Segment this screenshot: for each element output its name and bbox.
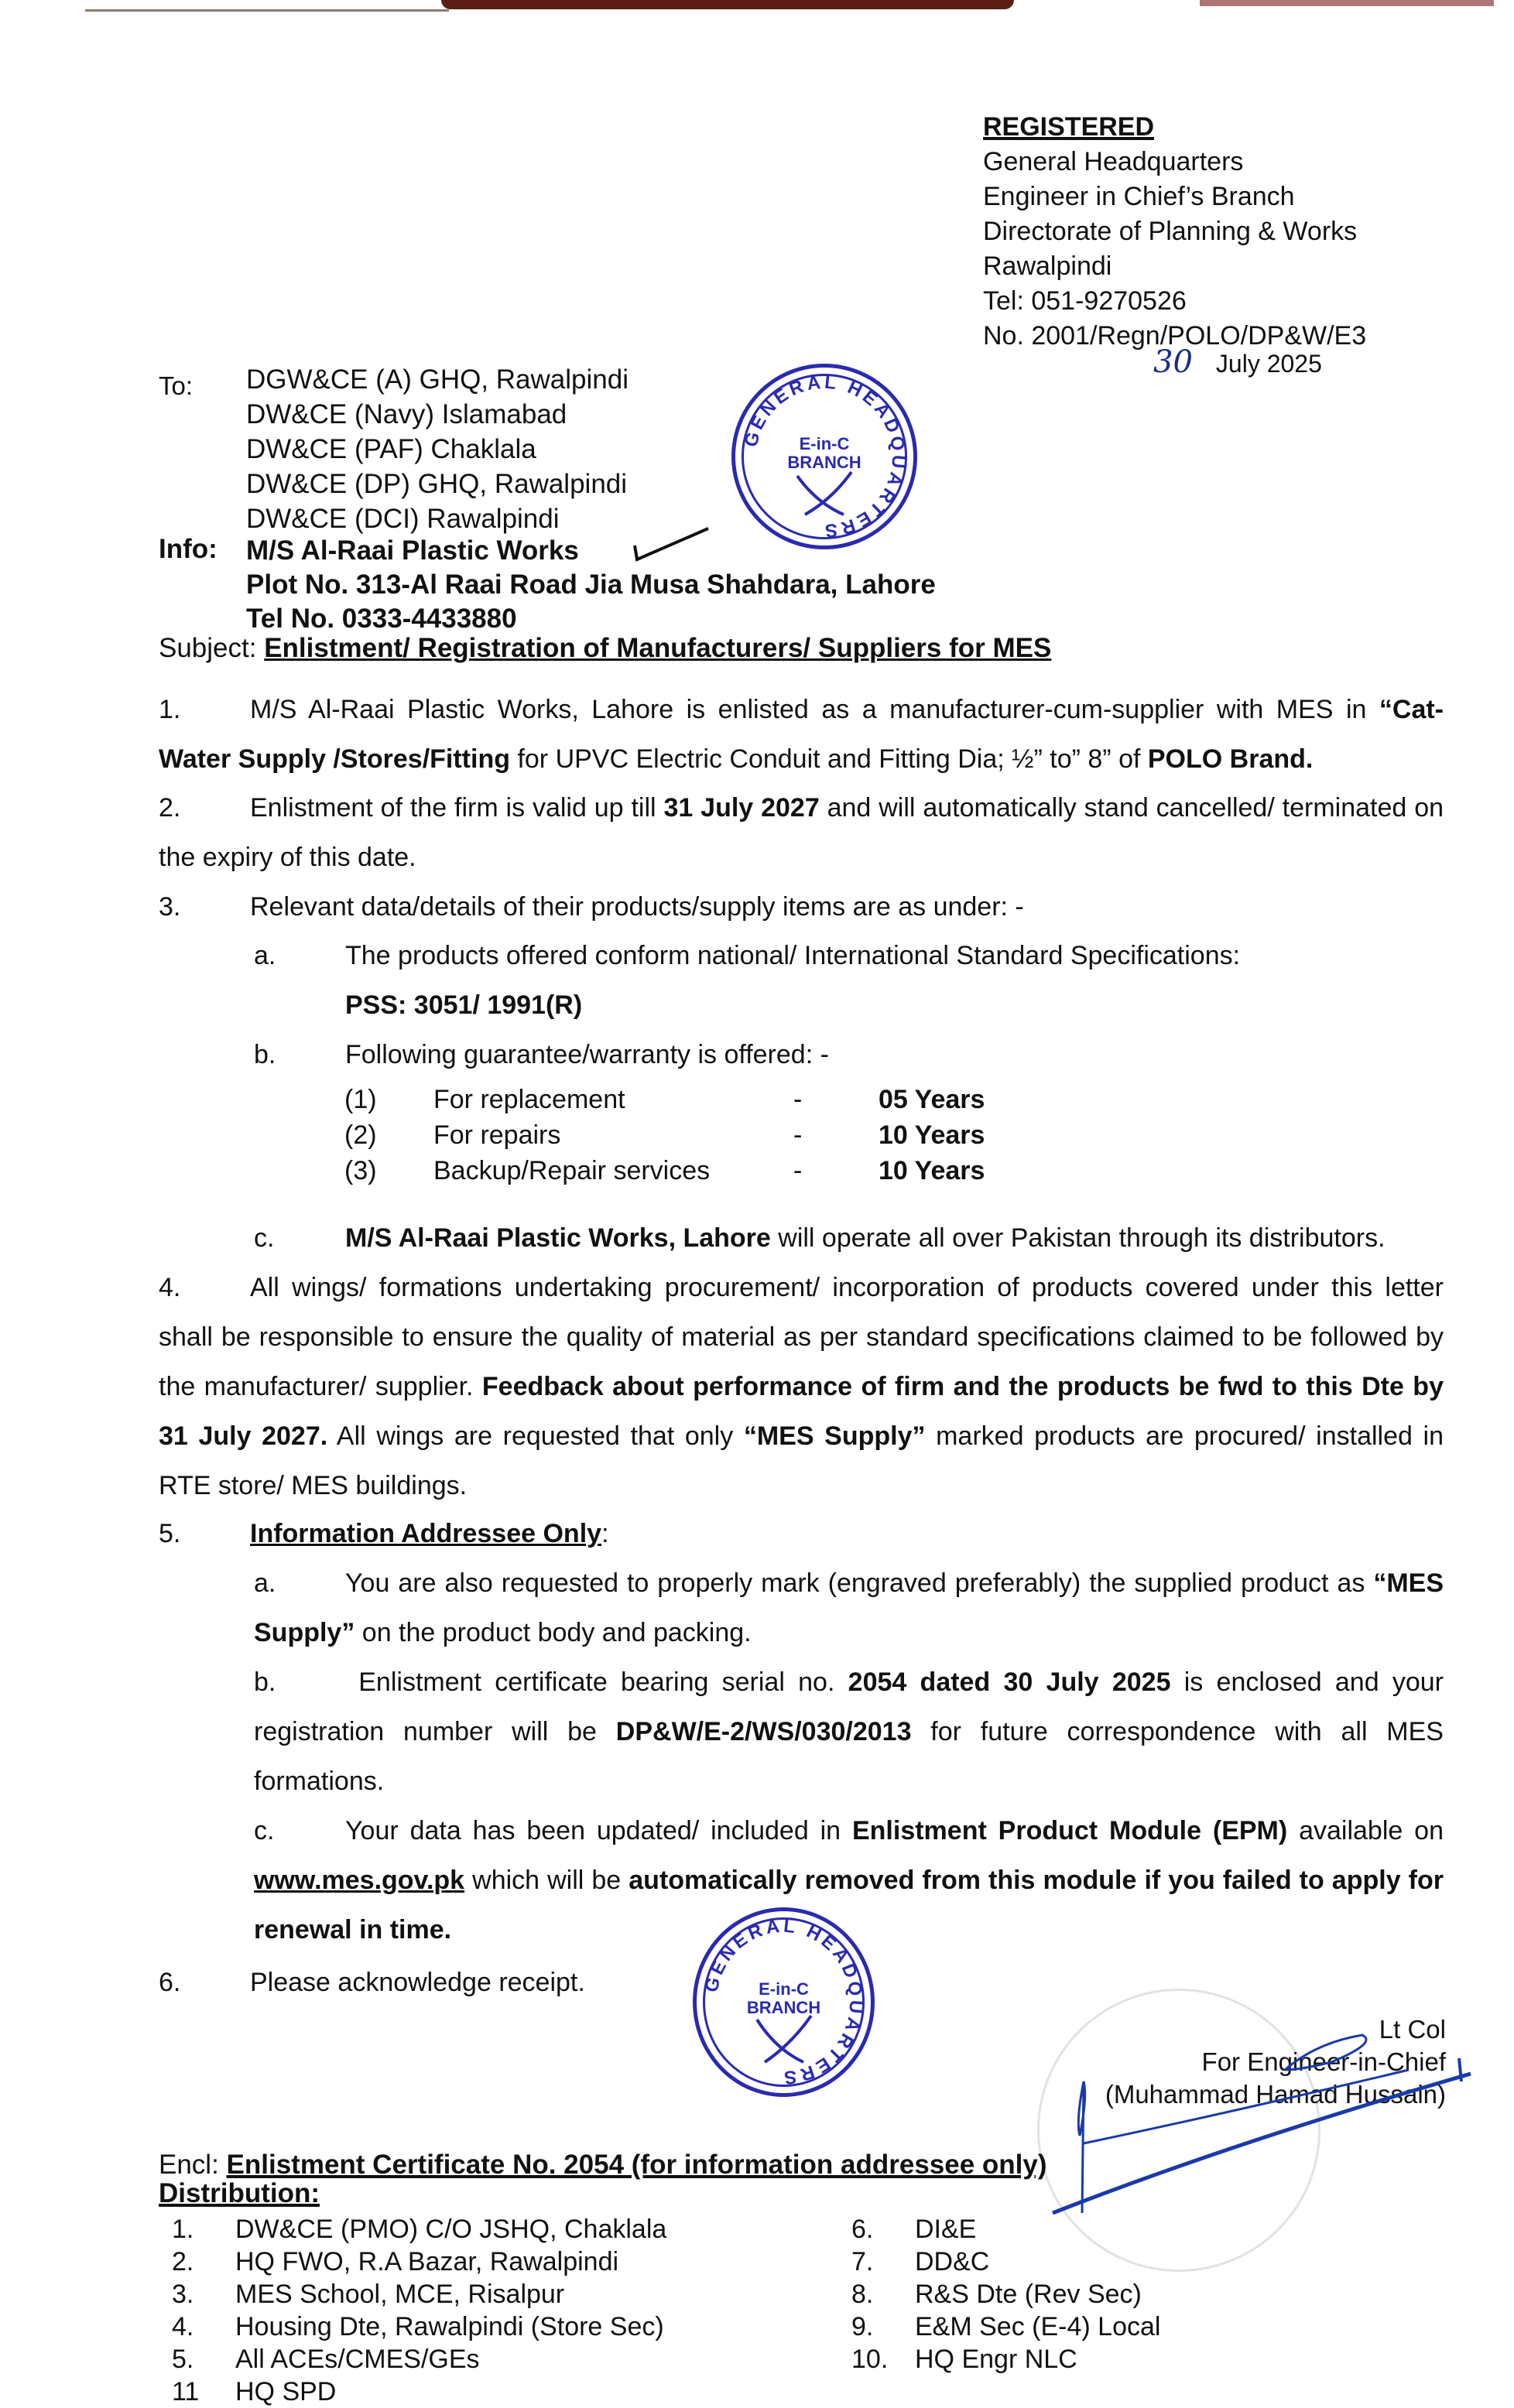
subject-line	[159, 633, 1051, 664]
info-label: Info:	[159, 534, 218, 564]
signatory-name: (Muhammad Hamad Hussain)	[1105, 2080, 1446, 2109]
scan-edge-dark	[441, 0, 1014, 9]
dist-text: All ACEs/CMES/GEs	[235, 2345, 480, 2374]
para-text: marked products are procured/ installed in RTE store/ MES buildings.	[159, 1421, 1444, 1500]
distribution-item	[172, 2213, 666, 2246]
registration-number: DP&W/E-2/WS/030/2013	[615, 1717, 912, 1746]
distribution-list-left	[172, 2213, 666, 2408]
info-firm-name: M/S Al-Raai Plastic Works	[246, 535, 579, 566]
sub-bold: Enlistment Product Module (EPM)	[851, 1816, 1288, 1845]
addressee: DW&CE (DCI) Rawalpindi	[246, 504, 560, 534]
para-text: M/S Al-Raai Plastic Works, Lahore is enlisted as a manufacturer-cum-supplier with MES in	[250, 695, 1379, 724]
dist-text: R&S Dte (Rev Sec)	[915, 2280, 1142, 2309]
scan-edge-strip	[0, 0, 1514, 14]
warranty-no: (2)	[344, 1120, 377, 1150]
sub-letter: b.	[254, 1040, 276, 1069]
sub-letter: c.	[254, 1816, 275, 1845]
letter-reference-number: No. 2001/Regn/POLO/DP&W/E3	[983, 321, 1367, 351]
paragraph-1	[159, 685, 1444, 784]
sub-para-3c	[254, 1213, 1386, 1263]
para-text: Enlistment of the firm is valid up till	[250, 793, 664, 823]
addressee: DGW&CE (A) GHQ, Rawalpindi	[246, 364, 629, 395]
stamp-line-branch: BRANCH	[746, 1998, 821, 2018]
dist-text: MES School, MCE, Risalpur	[235, 2280, 565, 2309]
to-addressee-list	[246, 362, 629, 536]
distribution-item	[172, 2376, 666, 2408]
dist-no: 1.	[172, 2215, 194, 2244]
info-tel: Tel No. 0333-4433880	[246, 604, 517, 634]
letterhead-line: Engineer in Chief’s Branch	[983, 182, 1295, 211]
warranty-row	[344, 1117, 985, 1153]
sub-text: Following guarantee/warranty is offered: -	[345, 1040, 829, 1069]
dist-no: 8.	[851, 2280, 874, 2309]
distribution-item	[851, 2278, 1160, 2311]
dist-no: 5.	[172, 2345, 194, 2374]
warranty-period: 10 Years	[879, 1120, 985, 1150]
sub-text: Your data has been updated/ included in	[345, 1816, 852, 1845]
distribution-item	[172, 2343, 666, 2376]
distribution-title: Distribution:	[159, 2178, 320, 2208]
sub-text: The products offered conform national/ International Standard Specifications:	[345, 941, 1241, 970]
distribution-item	[172, 2278, 666, 2311]
sub-letter: c.	[254, 1223, 275, 1253]
dist-text: DI&E	[915, 2215, 977, 2244]
letterhead-tel: Tel: 051-9270526	[983, 286, 1187, 316]
para-number: 4.	[159, 1273, 181, 1302]
stamp-line-einc: E-in-C	[759, 1979, 809, 1999]
addressee: DW&CE (Navy) Islamabad	[246, 399, 567, 429]
para-text: Relevant data/details of their products/supply items are as under: -	[250, 892, 1024, 922]
date-month-year: July 2025	[1215, 350, 1322, 378]
para-text: All wings/ formations undertaking procurement/ incorporation of products covered under this letter shall be responsible to ensure the quality of material as per standard specifications claimed to be followed by the manufacturer/ supplier.	[159, 1273, 1444, 1401]
ghq-stamp-icon	[693, 1907, 875, 2097]
sub-text: available on	[1287, 1816, 1444, 1845]
dist-text: DW&CE (PMO) C/O JSHQ, Chaklala	[235, 2215, 667, 2244]
svg-text:GENERAL HEADQUARTERS: GENERAL HEADQUARTERS	[700, 1915, 867, 2088]
distribution-item	[851, 2246, 1160, 2278]
warranty-table	[344, 1082, 985, 1189]
enclosure-text: Enlistment Certificate No. 2054 (for information addressee only)	[226, 2150, 1047, 2180]
distribution-item	[172, 2311, 666, 2343]
para-heading: Information Addressee Only	[250, 1519, 602, 1548]
stamp-ring-text	[697, 1911, 871, 2093]
sub-letter: a.	[254, 1568, 276, 1598]
distribution-item	[851, 2343, 1160, 2376]
para-bold: “MES Supply”	[743, 1421, 926, 1451]
sub-letter: a.	[254, 941, 276, 970]
dist-text: HQ SPD	[235, 2377, 337, 2406]
ghq-stamp-icon	[731, 364, 917, 549]
para-bold: “Cat- Water Supply /Stores/Fitting	[159, 695, 1444, 774]
registered-label: REGISTERED	[983, 112, 1155, 142]
dist-no: 11	[172, 2377, 200, 2406]
stamp-ring-text	[735, 368, 913, 546]
warranty-dash: -	[793, 1085, 803, 1114]
scan-edge-dark-right	[1200, 0, 1494, 6]
para-text: All wings are requested that only	[327, 1421, 744, 1451]
scan-edge-line	[85, 9, 449, 12]
paragraph-5	[159, 1509, 1444, 1558]
distribution-item	[851, 2311, 1160, 2343]
letterhead-line: General Headquarters	[983, 147, 1244, 176]
para-text: and will automatically stand cancelled/ terminated on the expiry of this date.	[159, 793, 1444, 872]
para-bold: Feedback about performance of firm and the products be fwd to this Dte by 31 July 2027.	[159, 1372, 1444, 1451]
addressee: DW&CE (DP) GHQ, Rawalpindi	[246, 469, 628, 499]
para-bold: 31 July 2027	[663, 793, 820, 823]
warranty-dash: -	[793, 1120, 803, 1150]
checkmark-icon	[631, 522, 716, 569]
distribution-item	[851, 2213, 1160, 2246]
dist-no: 10.	[851, 2345, 889, 2374]
to-label: To:	[159, 371, 194, 400]
sub-text: Enlistment certificate bearing serial no.	[345, 1667, 848, 1697]
warranty-period: 10 Years	[879, 1156, 985, 1185]
dist-no: 2.	[172, 2247, 194, 2276]
paragraph-2	[159, 783, 1444, 882]
sub-text: for future correspondence with all MES formations.	[254, 1717, 1444, 1796]
warranty-no: (3)	[344, 1156, 377, 1185]
sub-text: is enclosed and your registration number will be	[254, 1667, 1444, 1746]
warranty-item: Backup/Repair services	[433, 1156, 711, 1185]
enclosure-label: Encl:	[159, 2150, 227, 2180]
sub-bold: 2054 dated 30 July 2025	[848, 1667, 1171, 1697]
paragraph-4	[159, 1263, 1444, 1510]
signature-ink-icon	[1037, 2027, 1502, 2228]
sub-bold: automatically removed from this module if you failed to apply for renewal in time.	[254, 1866, 1444, 1945]
dist-no: 7.	[851, 2247, 874, 2276]
letterhead	[983, 110, 1366, 354]
sub-para-5b	[254, 1657, 1444, 1806]
sub-letter: b.	[254, 1667, 276, 1697]
sub-bold: “MES Supply”	[254, 1568, 1444, 1647]
para-number: 5.	[159, 1519, 181, 1548]
signatory-for: For Engineer-in-Chief	[1201, 2047, 1446, 2076]
stamp-line-branch: BRANCH	[787, 453, 861, 473]
sub-text: on the product body and packing.	[355, 1618, 752, 1647]
sub-para-3b	[254, 1030, 829, 1079]
dist-no: 6.	[851, 2215, 874, 2244]
warranty-row	[344, 1153, 985, 1189]
warranty-row	[344, 1082, 985, 1117]
sub-para-3a	[254, 931, 1240, 980]
mes-website-link[interactable]: www.mes.gov.pk	[254, 1866, 465, 1895]
para-colon: :	[601, 1519, 609, 1548]
sub-text: You are also requested to properly mark (engraved preferably) the supplied product as	[345, 1568, 1374, 1598]
sub-text: which will be	[464, 1866, 629, 1895]
para-number: 2.	[159, 793, 181, 823]
para-number: 6.	[159, 1968, 181, 1997]
dist-no: 9.	[851, 2312, 874, 2341]
para-text: Please acknowledge receipt.	[250, 1968, 585, 1997]
stamp-line-einc: E-in-C	[799, 434, 850, 454]
info-address: Plot No. 313-Al Raai Road Jia Musa Shahdara, Lahore	[246, 570, 936, 600]
sub-para-5a	[254, 1558, 1444, 1657]
paragraph-3	[159, 882, 1444, 932]
handwritten-day: 30	[1153, 344, 1193, 380]
para-number: 3.	[159, 892, 181, 922]
letter-date	[1153, 344, 1322, 380]
standard-spec: PSS: 3051/ 1991(R)	[345, 990, 583, 1020]
warranty-period: 05 Years	[879, 1085, 985, 1114]
sub-bold: M/S Al-Raai Plastic Works, Lahore	[345, 1223, 771, 1253]
enclosure-line	[159, 2150, 1047, 2181]
para-bold: POLO Brand.	[1147, 744, 1314, 774]
dist-no: 3.	[172, 2280, 194, 2309]
para-text: for UPVC Electric Conduit and Fitting Dia; ½” to” 8” of	[510, 744, 1148, 774]
warranty-dash: -	[793, 1156, 803, 1185]
dist-text: HQ FWO, R.A Bazar, Rawalpindi	[235, 2247, 619, 2276]
warranty-no: (1)	[344, 1085, 377, 1114]
svg-text:GENERAL HEADQUARTERS: GENERAL HEADQUARTERS	[740, 371, 909, 542]
letterhead-line: Directorate of Planning & Works	[983, 217, 1358, 246]
distribution-item	[172, 2246, 666, 2278]
dist-text: E&M Sec (E-4) Local	[915, 2312, 1161, 2341]
sub-text: will operate all over Pakistan through its distributors.	[770, 1223, 1386, 1253]
dist-text: HQ Engr NLC	[915, 2345, 1077, 2374]
warranty-item: For replacement	[433, 1085, 625, 1114]
dist-text: DD&C	[915, 2247, 990, 2276]
para-number: 1.	[159, 695, 181, 724]
distribution-list-right	[851, 2213, 1160, 2376]
warranty-item: For repairs	[433, 1120, 561, 1150]
subject-text: Enlistment/ Registration of Manufacturers/ Suppliers for MES	[264, 633, 1052, 663]
dist-no: 4.	[172, 2312, 194, 2341]
subject-label: Subject:	[159, 633, 257, 663]
dist-text: Housing Dte, Rawalpindi (Store Sec)	[235, 2312, 664, 2341]
addressee: DW&CE (PAF) Chaklala	[246, 434, 536, 464]
letterhead-line: Rawalpindi	[983, 251, 1112, 281]
info-addressee	[246, 534, 936, 636]
signatory-rank: Lt Col	[1379, 2015, 1446, 2044]
